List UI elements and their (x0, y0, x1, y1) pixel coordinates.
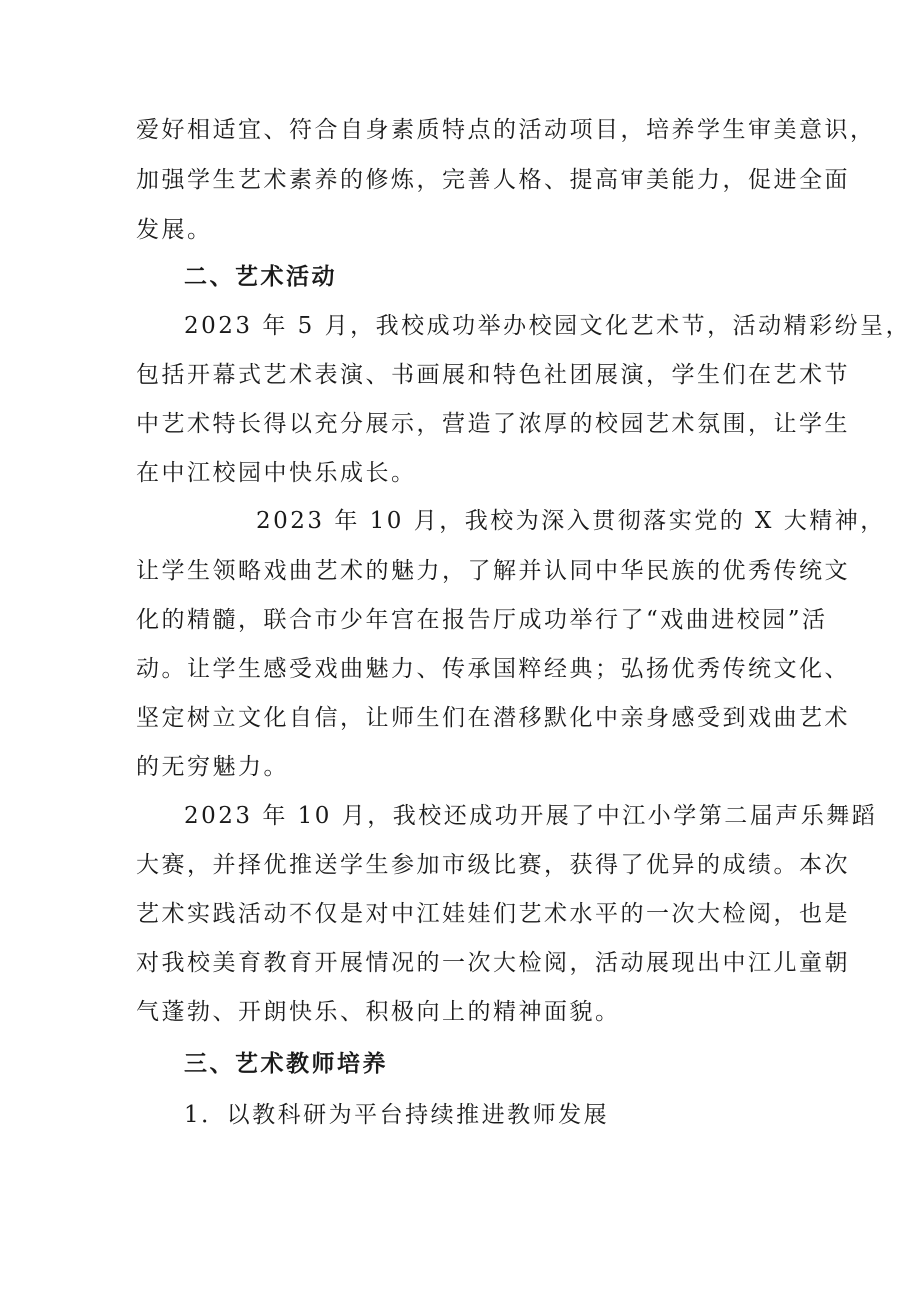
body-text-line: 动。让学生感受戏曲魅力、传承国粹经典；弘扬优秀传统文化、 (136, 656, 850, 682)
body-text-line: 2023 年 5 月，我校成功举办校园文化艺术节，活动精彩纷呈， (184, 313, 912, 339)
body-text-line: 对我校美育教育开展情况的一次大检阅，活动展现出中江儿童朝 (136, 950, 850, 976)
body-text-line: 让学生领略戏曲艺术的魅力，了解并认同中华民族的优秀传统文 (136, 558, 850, 584)
body-text-line: 2023 年 10 月，我校还成功开展了中江小学第二届声乐舞蹈 (184, 803, 878, 829)
body-text-line: 爱好相适宜、符合自身素质特点的活动项目，培养学生审美意识， (136, 117, 876, 143)
section-heading-art-activities: 二、艺术活动 (184, 264, 337, 290)
body-text-line: 发展。 (136, 217, 213, 243)
body-text-line: 包括开幕式艺术表演、书画展和特色社团展演，学生们在艺术节 (136, 362, 850, 388)
body-text-line: 中艺术特长得以充分展示，营造了浓厚的校园艺术氛围，让学生 (136, 411, 850, 437)
subsection-heading: 1．以教科研为平台持续推进教师发展 (184, 1102, 610, 1128)
body-text-line: 气蓬勃、开朗快乐、积极向上的精神面貌。 (136, 999, 621, 1025)
body-text-line: 加强学生艺术素养的修炼，完善人格、提高审美能力，促进全面 (136, 167, 850, 193)
body-text-line: 在中江校园中快乐成长。 (136, 460, 417, 486)
body-text-line: 坚定树立文化自信，让师生们在潜移默化中亲身感受到戏曲艺术 (136, 705, 850, 731)
body-text-line: 化的精髓，联合市少年宫在报告厅成功举行了“戏曲进校园”活 (136, 607, 828, 633)
body-text-line: 艺术实践活动不仅是对中江娃娃们艺术水平的一次大检阅，也是 (136, 901, 850, 927)
body-text-line: 的无穷魅力。 (136, 754, 289, 780)
section-heading-art-teacher-training: 三、艺术教师培养 (184, 1051, 388, 1077)
body-text-line: 大赛，并择优推送学生参加市级比赛，获得了优异的成绩。本次 (136, 852, 850, 878)
body-text-line: 2023 年 10 月，我校为深入贯彻落实党的 X 大精神， (256, 508, 886, 534)
